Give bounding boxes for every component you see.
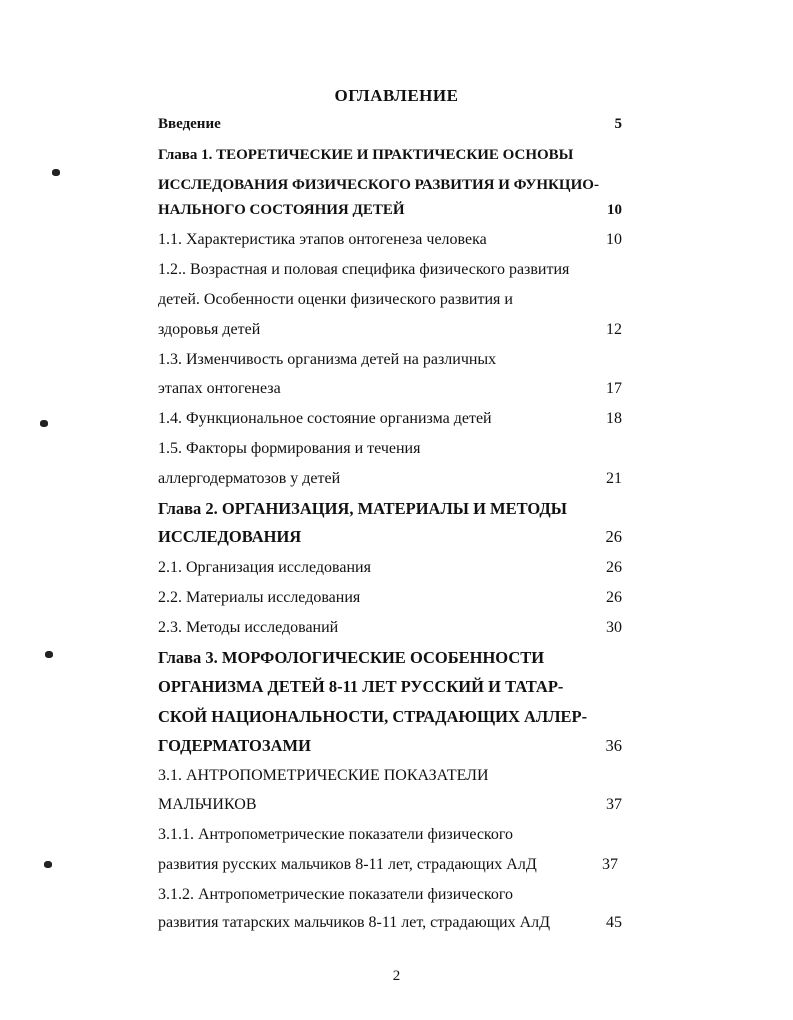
toc-line-text: СКОЙ НАЦИОНАЛЬНОСТИ, СТРАДАЮЩИХ АЛЛЕР- (158, 707, 588, 726)
toc-line-text: 3.1. АНТРОПОМЕТРИЧЕСКИЕ ПОКАЗАТЕЛИ (158, 767, 489, 784)
toc-line (158, 853, 628, 877)
toc-line-page: 26 (606, 559, 622, 576)
toc-line (158, 823, 628, 847)
toc-line (158, 112, 628, 136)
toc-line-text: Введение (158, 116, 221, 132)
toc-line-text: 3.1.1. Антропометрические показатели физического (158, 826, 514, 843)
toc-line-text: аллергодерматозов у детей (158, 470, 341, 487)
toc-line-text: 1.2.. Возрастная и половая специфика физического развития (158, 261, 570, 278)
toc-line (158, 793, 628, 817)
scan-speck (45, 651, 53, 658)
toc-line (158, 143, 628, 167)
toc-line (158, 497, 628, 521)
toc-line (158, 318, 628, 342)
toc-line-text: ОРГАНИЗМА ДЕТЕЙ 8-11 ЛЕТ РУССКИЙ И ТАТАР- (158, 677, 564, 696)
toc-line-page: 10 (607, 202, 622, 218)
toc-line-text: ИССЛЕДОВАНИЯ ФИЗИЧЕСКОГО РАЗВИТИЯ И ФУНКЦИО- (158, 177, 599, 193)
toc-line-page: 21 (606, 470, 622, 487)
toc-line-page: 37 (602, 856, 618, 873)
toc-line (158, 556, 628, 580)
toc-line-page: 5 (614, 116, 622, 132)
toc-line-text: 1.4. Функциональное состояние организма детей (158, 410, 492, 427)
toc-line-page: 10 (606, 231, 622, 248)
page-number: 2 (392, 968, 401, 984)
toc-line (158, 228, 628, 252)
toc-line-page: 17 (606, 380, 622, 397)
toc-line (158, 883, 628, 907)
toc-line-text: развития русских мальчиков 8-11 лет, страдающих АлД (158, 856, 537, 873)
toc-line (158, 616, 628, 640)
toc-line-text: этапах онтогенеза (158, 380, 281, 397)
toc-line-page: 26 (606, 589, 622, 606)
toc-line-text: 2.3. Методы исследований (158, 619, 339, 636)
toc-line-page: 45 (606, 914, 622, 931)
toc-line-text: 2.2. Материалы исследования (158, 589, 361, 606)
toc-line-page: 36 (605, 736, 622, 755)
toc-line (158, 525, 628, 549)
toc-line (158, 646, 628, 670)
toc-line (158, 705, 628, 729)
toc-line (158, 198, 628, 222)
toc-line-text: здоровья детей (158, 321, 261, 338)
toc-line (158, 467, 628, 491)
toc-line-text: детей. Особенности оценки физического развития и (158, 291, 513, 308)
toc-line-text: Глава 2. ОРГАНИЗАЦИЯ, МАТЕРИАЛЫ И МЕТОДЫ (158, 499, 567, 518)
toc-line (158, 173, 628, 197)
scan-speck (40, 420, 48, 427)
toc-line-text: Глава 3. МОРФОЛОГИЧЕСКИЕ ОСОБЕННОСТИ (158, 648, 545, 667)
toc-line (158, 764, 628, 788)
scan-speck (52, 169, 60, 176)
toc-line-text: 2.1. Организация исследования (158, 559, 371, 576)
toc-line (158, 377, 628, 401)
toc-line-text: развития татарских мальчиков 8-11 лет, страдающих АлД (158, 914, 551, 931)
toc-line-text: 1.3. Изменчивость организма детей на различных (158, 351, 497, 368)
toc-line (158, 348, 628, 372)
toc-line-text: ИССЛЕДОВАНИЯ (158, 527, 302, 546)
toc-line-text: 1.1. Характеристика этапов онтогенеза человека (158, 231, 487, 248)
toc-line-text: НАЛЬНОГО СОСТОЯНИЯ ДЕТЕЙ (158, 202, 405, 218)
toc-line (158, 675, 628, 699)
toc-line-text: 1.5. Факторы формирования и течения (158, 440, 421, 457)
toc-line-page: 30 (606, 619, 622, 636)
toc-line-page: 26 (605, 527, 622, 546)
toc-line (158, 734, 628, 758)
toc-line (158, 437, 628, 461)
toc-line-text: МАЛЬЧИКОВ (158, 796, 257, 813)
toc-line-text: Глава 1. ТЕОРЕТИЧЕСКИЕ И ПРАКТИЧЕСКИЕ ОСНОВЫ (158, 147, 574, 163)
toc-line (158, 407, 628, 431)
toc-line-page: 37 (606, 796, 622, 813)
toc-line-page: 12 (606, 321, 622, 338)
toc-heading: ОГЛАВЛЕНИЕ (334, 86, 459, 105)
toc-line-text: ГОДЕРМАТОЗАМИ (158, 736, 311, 755)
toc-line (158, 586, 628, 610)
toc-line (158, 258, 628, 282)
toc-line-page: 18 (606, 410, 622, 427)
scan-speck (44, 861, 52, 868)
toc-line (158, 288, 628, 312)
toc-line-text: 3.1.2. Антропометрические показатели физического (158, 886, 514, 903)
toc-line (158, 911, 628, 935)
